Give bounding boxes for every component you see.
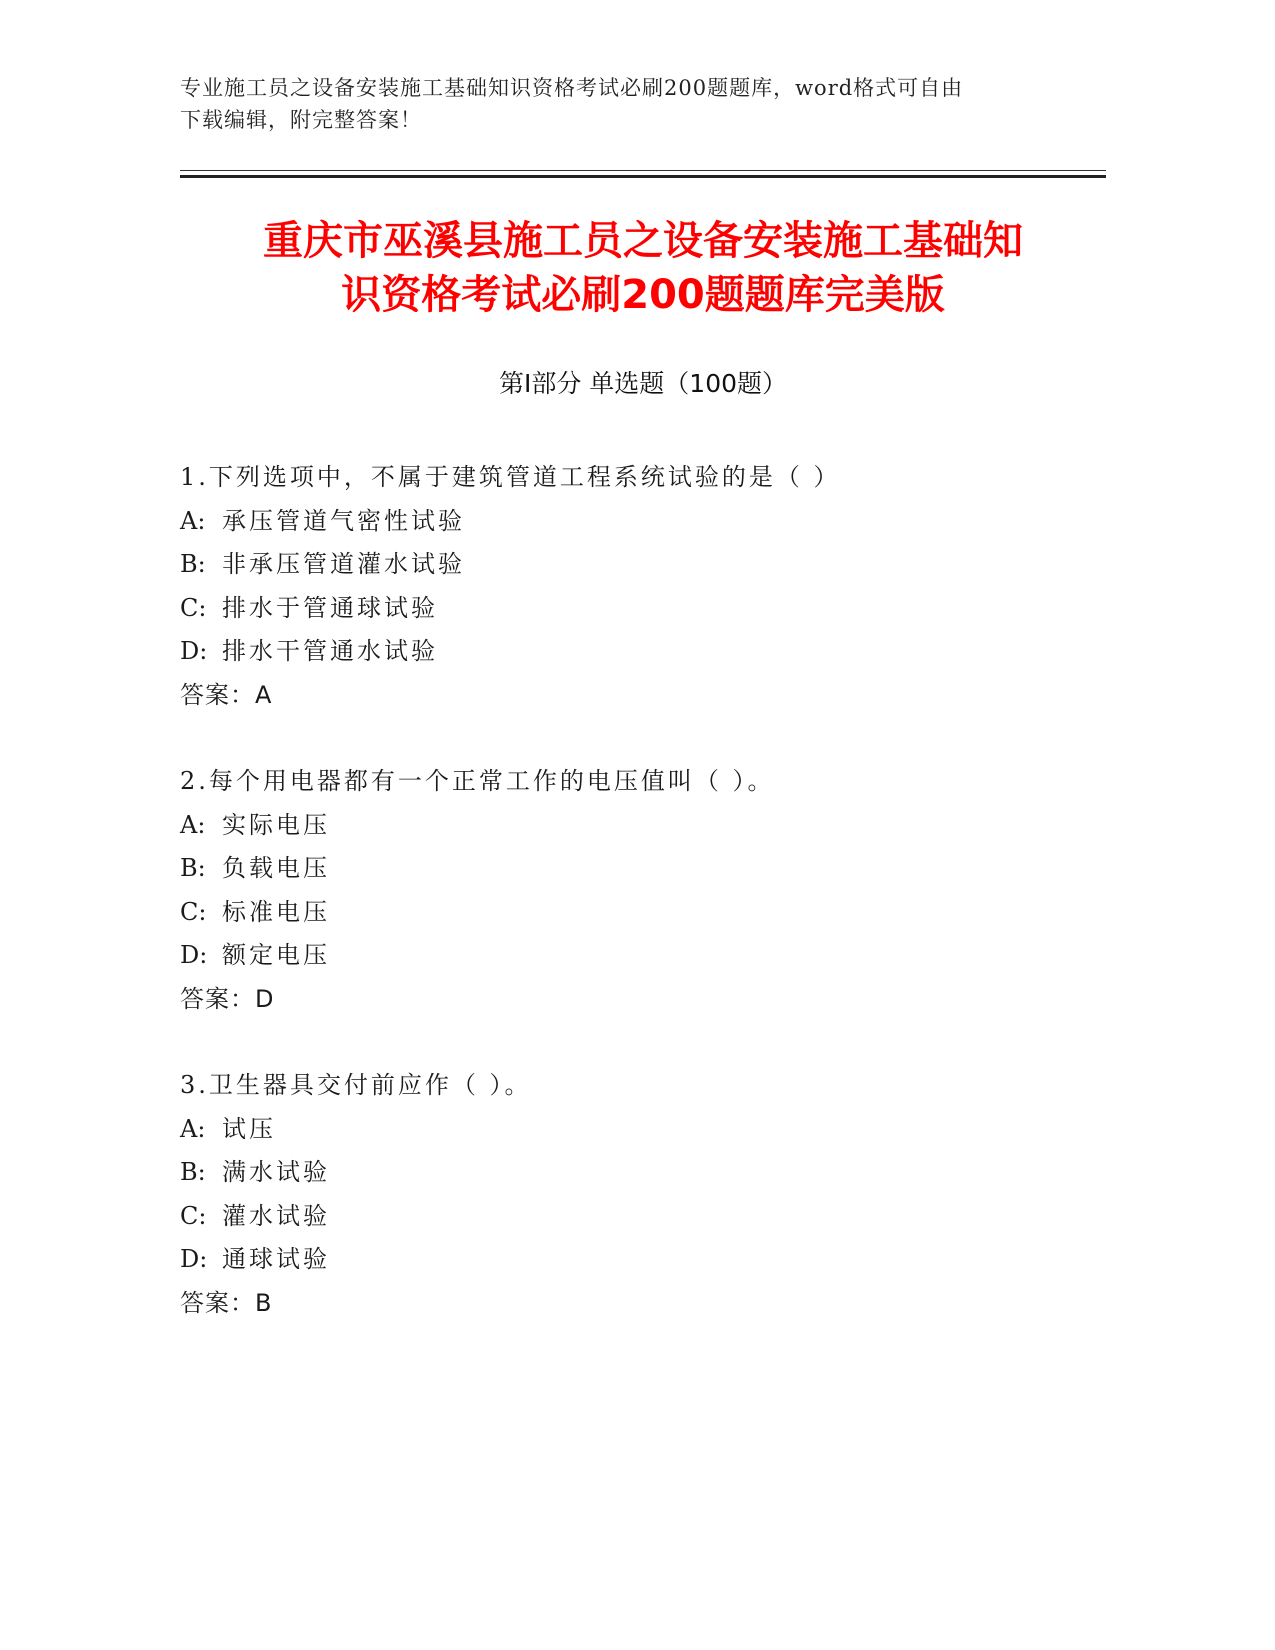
option-c — [180, 1195, 1106, 1239]
option-letter: D: — [180, 941, 208, 969]
option-c — [180, 587, 1106, 631]
question-2 — [180, 760, 1106, 1021]
option-text: 标准电压 — [222, 897, 330, 926]
option-text: 排水干管通水试验 — [222, 637, 438, 665]
question-3 — [180, 1064, 1106, 1325]
option-letter: B: — [180, 550, 206, 578]
answer-line: 答案：A — [180, 680, 273, 709]
question-stem: 1.下列选项中，不属于建筑管道工程系统试验的是（ ） — [180, 463, 841, 491]
option-letter: D: — [180, 1245, 208, 1273]
answer-line: 答案：D — [180, 984, 275, 1013]
option-text: 非承压管道灌水试验 — [222, 550, 465, 578]
answer-line: 答案：B — [180, 1288, 273, 1317]
option-d — [180, 630, 1106, 674]
section-title: 第Ⅰ部分 单选题（100题） — [498, 369, 788, 398]
option-b — [180, 847, 1106, 891]
option-b — [180, 1151, 1106, 1195]
option-letter: C: — [180, 897, 207, 926]
header-divider-thin — [180, 170, 1106, 171]
document-title-line-1: 重庆市巫溪县施工员之设备安装施工基础知 — [263, 218, 1023, 264]
option-text: 灌水试验 — [222, 1201, 330, 1230]
option-d — [180, 934, 1106, 978]
option-text: 实际电压 — [222, 810, 330, 839]
option-d — [180, 1238, 1106, 1282]
header-divider-thick — [180, 175, 1106, 178]
question-stem: 3.卫生器具交付前应作（ ）。 — [180, 1071, 532, 1099]
option-c — [180, 891, 1106, 935]
option-a — [180, 500, 1106, 544]
header-note-line-2: 下载编辑，附完整答案！ — [180, 108, 422, 132]
header-note — [180, 72, 1040, 136]
option-text: 满水试验 — [222, 1158, 330, 1186]
document-title-line-2: 识资格考试必刷200题题库完美版 — [341, 272, 945, 318]
option-a — [180, 804, 1106, 848]
option-text: 额定电压 — [222, 941, 330, 969]
option-text: 试压 — [222, 1114, 276, 1143]
option-letter: A: — [180, 506, 206, 535]
option-a — [180, 1108, 1106, 1152]
option-letter: C: — [180, 1201, 207, 1230]
option-letter: D: — [180, 637, 208, 665]
option-letter: C: — [180, 593, 207, 622]
question-stem: 2.每个用电器都有一个正常工作的电压值叫（ ）。 — [180, 767, 775, 795]
question-1 — [180, 456, 1106, 717]
option-text: 承压管道气密性试验 — [222, 506, 465, 535]
option-letter: B: — [180, 1158, 206, 1186]
option-text: 负载电压 — [222, 854, 330, 882]
option-text: 通球试验 — [222, 1245, 330, 1273]
question-list — [180, 456, 1106, 1325]
option-letter: A: — [180, 810, 206, 839]
option-text: 排水于管通球试验 — [222, 593, 438, 622]
document-title — [180, 214, 1106, 322]
option-b — [180, 543, 1106, 587]
option-letter: A: — [180, 1114, 206, 1143]
option-letter: B: — [180, 854, 206, 882]
header-note-line-1: 专业施工员之设备安装施工基础知识资格考试必刷200题题库，word格式可自由 — [180, 76, 964, 100]
